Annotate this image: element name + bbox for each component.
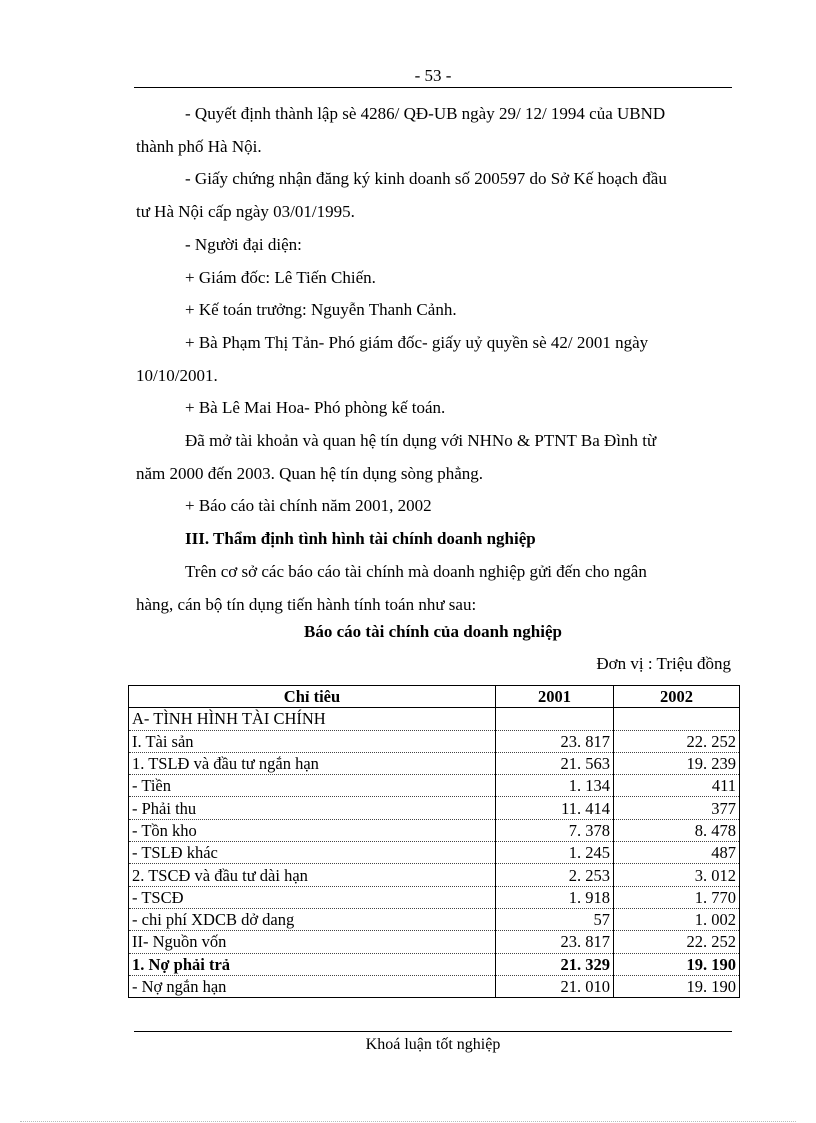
value-2001: 2. 253: [496, 864, 614, 886]
unit-label: Đơn vị : Triệu đồng: [596, 654, 731, 673]
paragraph-director: + Giám đốc: Lê Tiến Chiến.: [185, 267, 376, 287]
table-row: [129, 975, 740, 997]
table-row: [129, 842, 740, 864]
table-row: [129, 730, 740, 752]
row-label: 1. TSLĐ và đầu tư ngắn hạn: [129, 752, 496, 774]
value-2001: 1. 918: [496, 886, 614, 908]
row-label: - TSLĐ khác: [129, 842, 496, 864]
table-row: [129, 953, 740, 975]
paragraph-calculation-cont: hàng, cán bộ tín dụng tiến hành tính toán như sau:: [136, 594, 477, 614]
table-row: [129, 886, 740, 908]
row-label: 1. Nợ phải trả: [129, 953, 496, 975]
value-2002: 1. 002: [614, 908, 740, 930]
row-label: II- Nguồn vốn: [129, 931, 496, 953]
table-title: Báo cáo tài chính của doanh nghiệp: [304, 622, 562, 641]
table-row: [129, 797, 740, 819]
footer-text: Khoá luận tốt nghiệp: [365, 1036, 501, 1053]
paragraph-financial-reports: + Báo cáo tài chính năm 2001, 2002: [185, 496, 432, 516]
row-label: A- TÌNH HÌNH TÀI CHÍNH: [129, 708, 496, 730]
value-2001: 23. 817: [496, 931, 614, 953]
row-label: - Phải thu: [129, 797, 496, 819]
value-2001: 57: [496, 908, 614, 930]
paragraph-bank-account-cont: năm 2000 đến 2003. Quan hệ tín dụng sòng phẳng.: [136, 463, 484, 483]
table-row: [129, 819, 740, 841]
row-label: - Tồn kho: [129, 819, 496, 841]
value-2001: 23. 817: [496, 730, 614, 752]
body-text: [136, 98, 730, 621]
value-2002: 19. 190: [614, 953, 740, 975]
footer-rule: [134, 1031, 732, 1032]
table-row: [129, 752, 740, 774]
row-label: - chi phí XDCB dở dang: [129, 908, 496, 930]
header-rule: [134, 87, 732, 88]
paragraph-representative: - Người đại diện:: [185, 234, 302, 254]
header-year-2002: 2002: [614, 686, 740, 708]
value-2001: 21. 563: [496, 752, 614, 774]
table-row: [129, 775, 740, 797]
value-2002: 19. 190: [614, 975, 740, 997]
table-row: [129, 864, 740, 886]
value-2001: 1. 245: [496, 842, 614, 864]
paragraph-deputy-director-cont: 10/10/2001.: [136, 365, 218, 385]
table-header-row: [129, 686, 740, 708]
value-2001: 7. 378: [496, 819, 614, 841]
page-number: - 53 -: [414, 66, 452, 85]
value-2001: 21. 010: [496, 975, 614, 997]
value-2002: 8. 478: [614, 819, 740, 841]
financial-table: [128, 685, 740, 998]
value-2002: 487: [614, 842, 740, 864]
row-label: - Tiền: [129, 775, 496, 797]
paragraph-business-license: - Giấy chứng nhận đăng ký kinh doanh số 200597 do Sở Kế hoạch đầu: [185, 169, 667, 189]
value-2001: 1. 134: [496, 775, 614, 797]
section-heading: III. Thẩm định tình hình tài chính doanh nghiệp: [185, 529, 536, 549]
paragraph-calculation: Trên cơ sở các báo cáo tài chính mà doanh nghiệp gửi đến cho ngân: [185, 561, 647, 581]
value-2002: 22. 252: [614, 730, 740, 752]
row-label: 2. TSCĐ và đầu tư dài hạn: [129, 864, 496, 886]
row-label: I. Tài sản: [129, 730, 496, 752]
row-label: - Nợ ngắn hạn: [129, 975, 496, 997]
value-2002: 19. 239: [614, 752, 740, 774]
table-row: [129, 931, 740, 953]
paragraph-chief-accountant: + Kế toán trưởng: Nguyễn Thanh Cảnh.: [185, 300, 457, 320]
value-2001: 21. 329: [496, 953, 614, 975]
paragraph-decision: - Quyết định thành lập sè 4286/ QĐ-UB ngày 29/ 12/ 1994 của UBND: [185, 104, 666, 123]
value-2002: 22. 252: [614, 931, 740, 953]
value-2002: 411: [614, 775, 740, 797]
header-year-2001: 2001: [496, 686, 614, 708]
value-2001: [496, 708, 614, 730]
table-row: [129, 908, 740, 930]
value-2002: 377: [614, 797, 740, 819]
value-2002: 1. 770: [614, 886, 740, 908]
value-2002: [614, 708, 740, 730]
page-bottom-divider: [20, 1121, 796, 1122]
value-2002: 3. 012: [614, 864, 740, 886]
paragraph-decision-cont: thành phố Hà Nội.: [136, 136, 262, 156]
value-2001: 11. 414: [496, 797, 614, 819]
header-indicator: Chỉ tiêu: [129, 686, 496, 708]
paragraph-deputy-accounting: + Bà Lê Mai Hoa- Phó phòng kế toán.: [185, 398, 446, 418]
paragraph-bank-account: Đã mở tài khoản và quan hệ tín dụng với NHNo & PTNT Ba Đình từ: [185, 431, 657, 451]
paragraph-deputy-director: + Bà Phạm Thị Tản- Phó giám đốc- giấy uỷ quyền sè 42/ 2001 ngày: [185, 332, 649, 352]
row-label: - TSCĐ: [129, 886, 496, 908]
paragraph-business-license-cont: tư Hà Nội cấp ngày 03/01/1995.: [136, 202, 355, 222]
table-row: [129, 708, 740, 730]
